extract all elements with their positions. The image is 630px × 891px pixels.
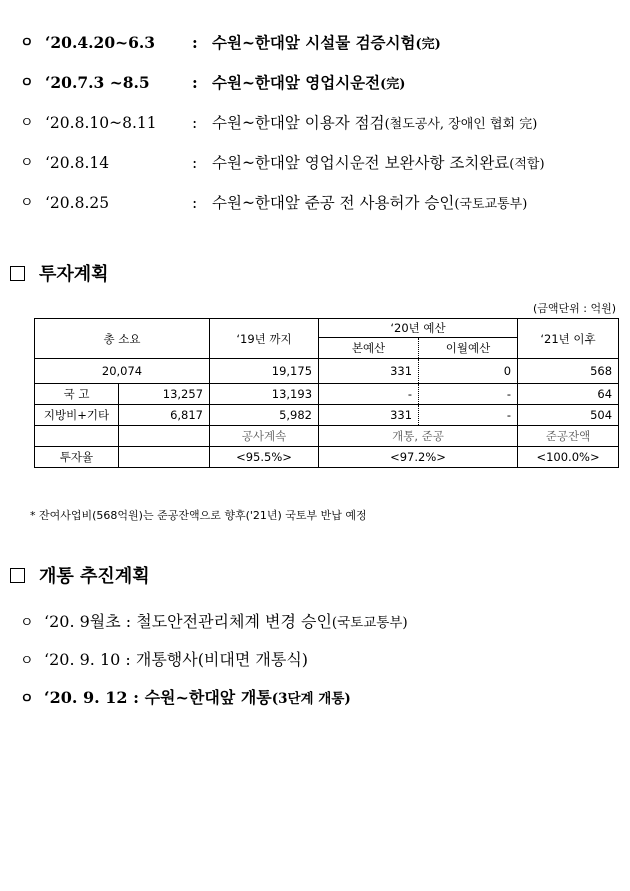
cell-empty bbox=[35, 426, 119, 447]
timeline-colon: : bbox=[192, 154, 198, 172]
unit-note: (금액단위 : 억원) bbox=[532, 302, 616, 315]
cell-main: 331 bbox=[319, 405, 419, 426]
cell-until19: 19,175 bbox=[210, 359, 319, 384]
header-main-budget: 본예산 bbox=[319, 338, 419, 359]
cell-after: 504 bbox=[518, 405, 619, 426]
timeline-date: ‘20.4.20~6.3 bbox=[45, 33, 156, 52]
header-total: 총 소요 bbox=[35, 319, 210, 359]
bullet-icon: ㅇ bbox=[20, 35, 34, 51]
timeline-desc: 수원~한대앞 이용자 점검(철도공사, 장애인 협회 完) bbox=[212, 114, 538, 132]
section-heading-opening: 개통 추진계획 bbox=[10, 562, 150, 588]
opening-item: ㅇ ‘20. 9. 10 : 개통행사(비대면 개통식) bbox=[20, 650, 309, 669]
row-label: 지방비+기타 bbox=[35, 405, 119, 426]
bullet-icon: ㅇ bbox=[20, 75, 34, 91]
timeline-desc: 수원~한대앞 준공 전 사용허가 승인(국토교통부) bbox=[212, 194, 528, 212]
cell-after: 64 bbox=[518, 384, 619, 405]
timeline-date: ‘20.7.3 ~8.5 bbox=[45, 73, 150, 92]
cell-rate: <95.5%> bbox=[210, 447, 319, 468]
timeline-date: ‘20.8.25 bbox=[45, 194, 110, 212]
investment-table bbox=[34, 318, 619, 468]
cell-carry: 0 bbox=[419, 359, 518, 384]
cell-rate: <100.0%> bbox=[518, 447, 619, 468]
table-row bbox=[35, 447, 619, 468]
row-label: 국 고 bbox=[35, 384, 119, 405]
table-row bbox=[35, 426, 619, 447]
checkbox-square-icon bbox=[10, 266, 25, 281]
cell-status: 공사계속 bbox=[210, 426, 319, 447]
table-row bbox=[35, 384, 619, 405]
timeline-colon: : bbox=[192, 194, 198, 212]
opening-item: ㅇ ‘20. 9월초 : 철도안전관리체계 변경 승인(국토교통부) bbox=[20, 612, 408, 631]
cell-main: 331 bbox=[319, 359, 419, 384]
cell-carry: - bbox=[419, 384, 518, 405]
cell-total: 13,257 bbox=[119, 384, 210, 405]
cell-carry: - bbox=[419, 405, 518, 426]
timeline-desc: 수원~한대앞 영업시운전(完) bbox=[212, 73, 406, 92]
cell-until19: 13,193 bbox=[210, 384, 319, 405]
bullet-icon: ㅇ bbox=[20, 115, 34, 131]
cell-empty bbox=[119, 447, 210, 468]
cell-total: 20,074 bbox=[35, 359, 210, 384]
cell-until19: 5,982 bbox=[210, 405, 319, 426]
table-header-row bbox=[35, 319, 619, 338]
cell-total: 6,817 bbox=[119, 405, 210, 426]
table-row bbox=[35, 405, 619, 426]
timeline-colon: : bbox=[192, 114, 198, 132]
footnote: * 잔여사업비(568억원)는 준공잔액으로 향후('21년) 국토부 반납 예정 bbox=[30, 509, 367, 522]
bullet-icon: ㅇ bbox=[20, 615, 34, 631]
cell-after: 568 bbox=[518, 359, 619, 384]
header-carry-budget: 이월예산 bbox=[419, 338, 518, 359]
cell-empty bbox=[119, 426, 210, 447]
bullet-icon: ㅇ bbox=[20, 691, 34, 707]
cell-status: 개통, 준공 bbox=[319, 426, 518, 447]
bullet-icon: ㅇ bbox=[20, 195, 34, 211]
cell-main: - bbox=[319, 384, 419, 405]
header-budget20: ‘20년 예산 bbox=[319, 319, 518, 338]
bullet-icon: ㅇ bbox=[20, 653, 34, 669]
header-until19: ‘19년 까지 bbox=[210, 319, 319, 359]
section-heading-investment: 투자계획 bbox=[10, 260, 109, 286]
timeline-date: ‘20.8.14 bbox=[45, 154, 110, 172]
checkbox-square-icon bbox=[10, 568, 25, 583]
timeline-date: ‘20.8.10~8.11 bbox=[45, 114, 157, 132]
timeline-desc: 수원~한대앞 영업시운전 보완사항 조치완료(적합) bbox=[212, 154, 545, 172]
table-row bbox=[35, 359, 619, 384]
timeline-colon: : bbox=[192, 33, 198, 52]
row-label: 투자율 bbox=[35, 447, 119, 468]
cell-rate: <97.2%> bbox=[319, 447, 518, 468]
cell-status: 준공잔액 bbox=[518, 426, 619, 447]
opening-item: ㅇ ‘20. 9. 12 : 수원~한대앞 개통(3단계 개통) bbox=[20, 688, 351, 707]
timeline-colon: : bbox=[192, 73, 198, 92]
bullet-icon: ㅇ bbox=[20, 155, 34, 171]
timeline-desc: 수원~한대앞 시설물 검증시험(完) bbox=[212, 33, 441, 52]
header-after21: ‘21년 이후 bbox=[518, 319, 619, 359]
